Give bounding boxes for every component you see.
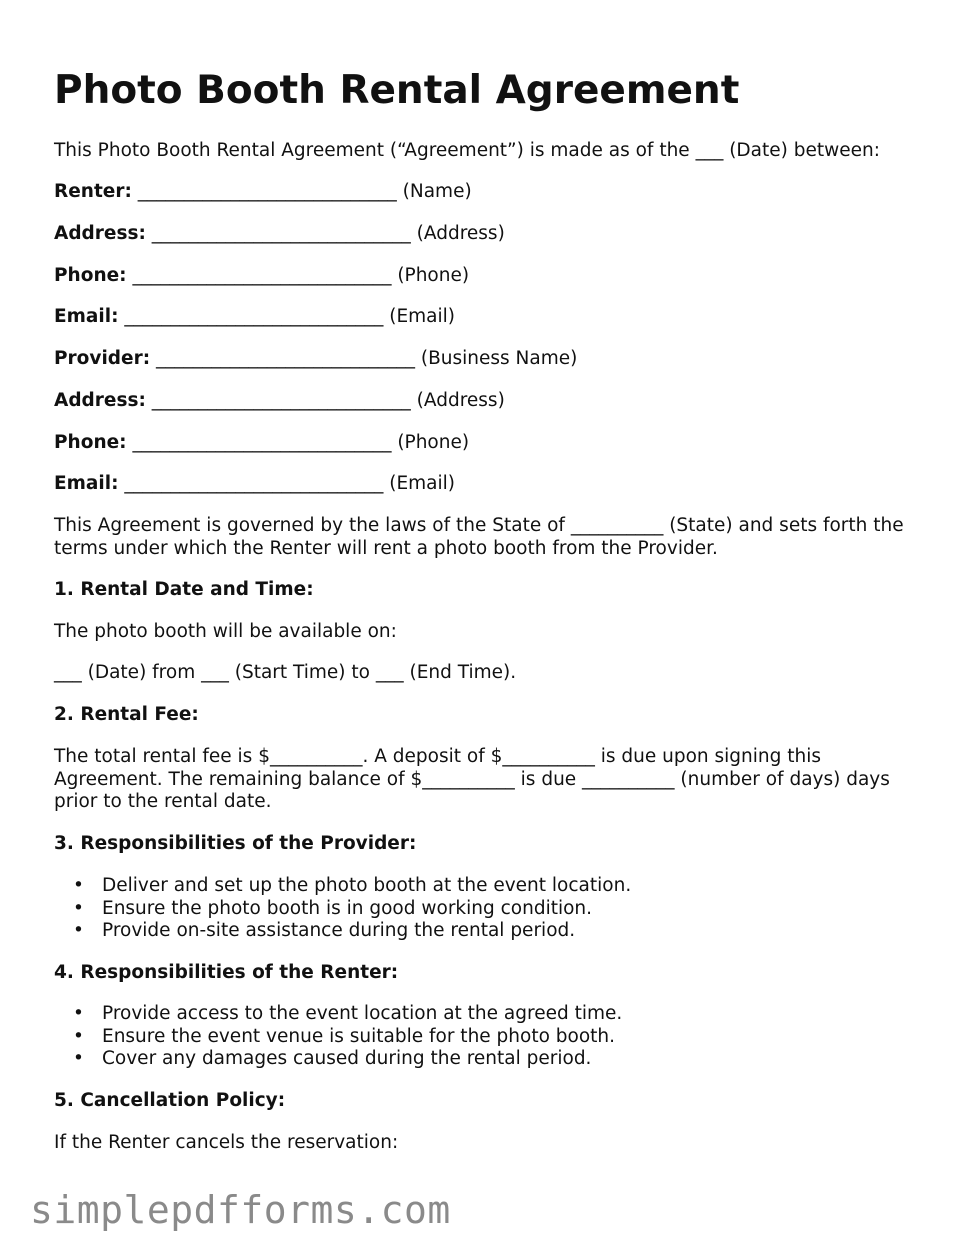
field-blank: ____________________________ (Name) — [137, 181, 472, 202]
provider-phone-field — [54, 432, 934, 455]
field-label: Phone: — [54, 265, 127, 286]
rental-date-detail: ___ (Date) from ___ (Start Time) to ___ (End Time). — [54, 662, 517, 683]
cancellation-text: If the Renter cancels the reservation: — [54, 1132, 399, 1153]
field-blank: ____________________________ (Email) — [124, 306, 456, 327]
rental-fee-paragraph: The total rental fee is $__________. A deposit of $__________ is due upon signing this Agreement. The remaining balance of $__________ is due __________ (number of days) days prior to the rental date. — [54, 746, 890, 812]
bullet-icon: • — [73, 920, 84, 941]
provider-address-field — [54, 390, 934, 413]
section-heading-provider-responsibilities: 3. Responsibilities of the Provider: — [54, 833, 417, 854]
governing-law-paragraph: This Agreement is governed by the laws of the State of __________ (State) and sets forth the terms under which the Renter will rent a photo booth from the Provider. — [54, 515, 904, 559]
renter-email-field — [54, 306, 934, 329]
field-label: Phone: — [54, 432, 127, 453]
watermark: simplepdfforms.com — [30, 1188, 451, 1232]
list-item: • Provide on-site assistance during the rental period. — [73, 920, 576, 941]
document-title: Photo Booth Rental Agreement — [54, 68, 740, 113]
list-item: • Provide access to the event location at the agreed time. — [73, 1003, 623, 1024]
bullet-icon: • — [73, 897, 84, 919]
field-label: Provider: — [54, 348, 151, 369]
field-blank: ____________________________ (Phone) — [132, 265, 470, 286]
renter-name-field — [54, 181, 934, 204]
field-label: Address: — [54, 223, 146, 244]
renter-responsibilities-list — [54, 1003, 934, 1071]
provider-email-field — [54, 473, 934, 496]
list-item: • Deliver and set up the photo booth at the event location. — [73, 875, 632, 896]
list-item: • Ensure the photo booth is in good working condition. — [73, 897, 593, 919]
bullet-icon: • — [73, 1025, 84, 1047]
bullet-icon: • — [73, 1003, 84, 1024]
section-heading-renter-responsibilities: 4. Responsibilities of the Renter: — [54, 962, 399, 983]
field-blank: ____________________________ (Business Name) — [156, 348, 578, 369]
field-label: Email: — [54, 306, 119, 327]
list-item: • Cover any damages caused during the rental period. — [73, 1048, 592, 1069]
field-label: Address: — [54, 390, 146, 411]
renter-address-field — [54, 223, 934, 246]
bullet-icon: • — [73, 875, 84, 896]
field-blank: ____________________________ (Phone) — [132, 432, 470, 453]
rental-date-text: The photo booth will be available on: — [54, 621, 397, 642]
renter-phone-field — [54, 265, 934, 288]
provider-responsibilities-list — [54, 875, 934, 943]
section-heading-rental-date: 1. Rental Date and Time: — [54, 579, 314, 600]
field-label: Email: — [54, 473, 119, 494]
section-heading-rental-fee: 2. Rental Fee: — [54, 704, 199, 725]
field-blank: ____________________________ (Email) — [124, 473, 456, 494]
list-item: • Ensure the event venue is suitable for the photo booth. — [73, 1025, 616, 1047]
section-heading-cancellation: 5. Cancellation Policy: — [54, 1090, 286, 1111]
bullet-icon: • — [73, 1048, 84, 1069]
field-blank: ____________________________ (Address) — [151, 223, 505, 244]
provider-name-field — [54, 348, 934, 371]
field-label: Renter: — [54, 181, 132, 202]
field-blank: ____________________________ (Address) — [151, 390, 505, 411]
intro-paragraph: This Photo Booth Rental Agreement (“Agreement”) is made as of the ___ (Date) between: — [54, 140, 880, 161]
